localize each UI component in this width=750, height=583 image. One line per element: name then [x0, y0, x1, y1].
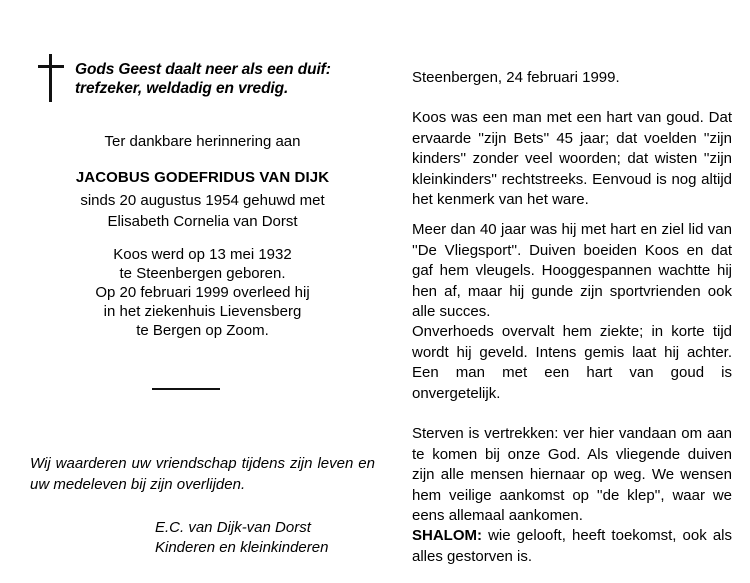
marriage-line-1: sinds 20 augustus 1954 gehuwd met — [80, 192, 325, 209]
place-and-date: Steenbergen, 24 februari 1999. — [412, 69, 620, 86]
life-line: te Steenbergen geboren. — [119, 265, 286, 282]
dedication-line: Ter dankbare herinnering aan — [104, 133, 301, 150]
signature-block — [155, 518, 380, 558]
eulogy-paragraph-2: Meer dan 40 jaar was hij met hart en ziel lid van ''De Vliegsport''. Duiven boeiden Koos en dat gaf hem vleugels. Hooggespannen wachtte hij hen af, maar hij gunde zijn sportvrienden ook alle succes. — [412, 221, 732, 320]
life-dates-block — [25, 245, 380, 340]
signature-family: Kinderen en kleinkinderen — [155, 539, 329, 556]
eulogy-paragraph-3: Onverhoeds overvalt hem ziekte; in korte tijd wordt hij geveld. Intens gemis laat hij achter. Een man met een hart van goud is onvergetelijk. — [412, 323, 732, 402]
signature-widow: E.C. van Dijk-van Dorst — [155, 519, 311, 536]
deceased-name: JACOBUS GODEFRIDUS VAN DIJK — [75, 169, 330, 186]
shalom-label: SHALOM: — [412, 527, 482, 544]
cross-stem — [49, 54, 52, 102]
eulogy-paragraph-4: Sterven is vertrekken: ver hier vandaan om aan te komen bij onze God. Als vliegende duiven zijn alle mensen hiernaar op weg. We wensen hem veilige aankomst op ''de klep'', waar we eens allemaal aankomen. — [412, 425, 732, 524]
life-line: in het ziekenhuis Lievensberg — [103, 303, 302, 320]
verse-text: Gods Geest daalt neer als een duif: trefzeker, weldadig en vredig. — [75, 61, 331, 97]
eulogy-paragraph-1: Koos was een man met een hart van goud. Dat ervaarde ''zijn Bets'' 45 jaar; dat voelden ''zijn kinders'' zonder veel woorden; dat wisten ''zijn kleinkinders'' rechtstreeks. Eenvoud is nog altijd het kenmerk van het ware. — [412, 109, 732, 208]
shalom-paragraph — [412, 526, 732, 567]
section-divider — [152, 388, 220, 390]
shalom-text: wie gelooft, heeft toekomst, ook als alles gestorven is. — [412, 527, 732, 565]
marriage-line-2: Elisabeth Cornelia van Dorst — [107, 213, 298, 230]
life-line: Op 20 februari 1999 overleed hij — [95, 284, 310, 301]
thanks-text: Wij waarderen uw vriendschap tijdens zijn leven en uw medeleven bij zijn overlijden. — [30, 455, 375, 493]
right-column — [412, 0, 732, 583]
life-line: Koos werd op 13 mei 1932 — [113, 246, 292, 263]
left-column — [25, 0, 380, 583]
marriage-block — [25, 190, 380, 232]
latin-cross-icon — [38, 54, 64, 102]
life-line: te Bergen op Zoom. — [136, 322, 269, 339]
